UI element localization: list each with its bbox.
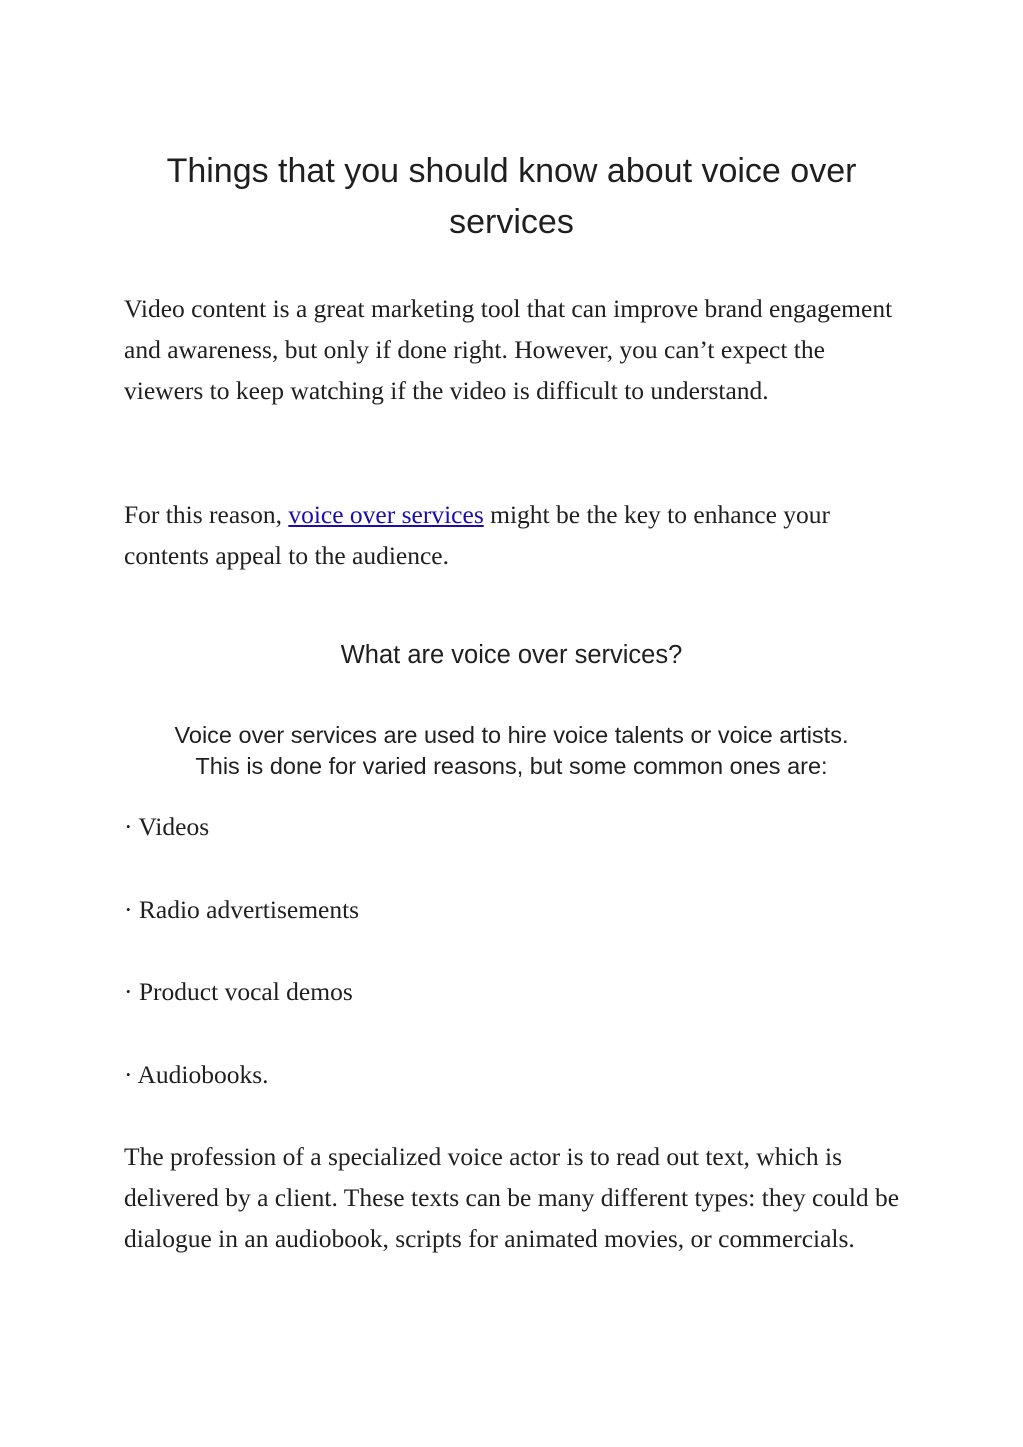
section-line-2: This is done for varied reasons, but some common ones are: <box>195 753 828 779</box>
reason-text-before-link: For this reason, <box>124 500 289 529</box>
list-item-videos: · Videos <box>124 812 210 841</box>
section-description <box>100 720 923 782</box>
reason-text-after-link: might be the key to enhance your contents appeal to the audience. <box>124 500 831 570</box>
section-heading: What are voice over services? <box>340 641 683 669</box>
intro-paragraph: Video content is a great marketing tool that can improve brand engagement and awareness, but only if done right. However, you can’t expect the viewers to keep watching if the video is difficult to understand. <box>124 294 893 405</box>
document-title: Things that you should know about voice over services <box>166 152 857 241</box>
profession-paragraph: The profession of a specialized voice actor is to read out text, which is delivered by a client. These texts can be many different types: they could be dialogue in an audiobook, scripts for animated movies, or commercials. <box>124 1142 900 1253</box>
list-item-product-vocal-demos: · Product vocal demos <box>124 977 353 1006</box>
section-line-1: Voice over services are used to hire voice talents or voice artists. <box>174 722 849 748</box>
reasons-list <box>124 806 359 1136</box>
list-item-audiobooks: · Audiobooks. <box>124 1059 269 1089</box>
voice-over-services-link[interactable]: voice over services <box>288 500 484 529</box>
reason-paragraph <box>124 494 914 576</box>
list-item-radio-advertisements: · Radio advertisements <box>124 894 360 924</box>
